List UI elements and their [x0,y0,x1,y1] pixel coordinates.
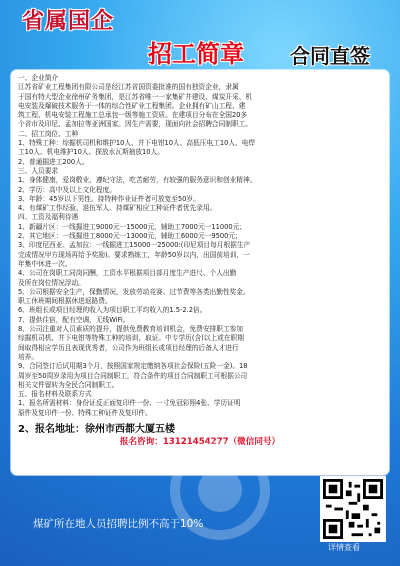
content-card [11,70,389,475]
title-recruitment-brochure: 招工简章 [148,40,244,68]
content-line: 于国有特大型企业徐州矿务集团，是江苏省唯一一家集矿井建设、煤炭开采、机 [18,92,253,101]
qr-icon [323,479,383,539]
content-text [11,70,389,422]
content-line: 1、新疆片区：一线掘进工9000元一15000元，辅助工7000元一11000元； [18,222,246,231]
content-line: 7、提供住宿，配有空调，无线WiFi。 [18,315,130,324]
content-line: 电安装及爆破技术服务于一体的综合性矿业工程集团。企业拥有矿山工程、建 [18,101,246,110]
content-line: 三、人员要求 [18,166,59,175]
content-line: 1、特殊工种：综掘机司机和维护10人、井下电钳10人、高低压电工10人、电焊 [18,139,256,148]
content-line: 1、身体健康，爱岗敬业，遵纪守法，吃苦耐劳，有较强的服务意识和创业精神。 [18,176,257,185]
content-line: 间取得相应学历且表现优秀者，公司作为班组长或项目经理的后备人才进行 [18,343,239,352]
content-line: 周岁至50周岁录用为项目合同制职工，符合条件的项目合同制职工可根据公司 [18,371,248,380]
qr-caption: 详情查看 [328,543,360,552]
registration-address: 2、报名地址：徐州市西都大厦五楼 [18,423,175,435]
content-line: 4、有煤矿工作经验、退伍军人、持煤矿相应工种证件者优先录用。 [18,204,217,213]
content-line: 职工休班期间根据休进返路费。 [18,297,112,306]
content-line: 2、学历：高中及以上文化程度。 [18,185,116,194]
content-line: 个省市及印尼、孟加拉等亚洲国家。因生产需要，现面向社会招聘合同制职工。 [18,120,253,129]
content-line: 年集中休进一次。 [18,259,72,268]
content-line: 6、班组长或项目经理的收入为项目职工平均收入的1.5-2.2倍。 [18,306,207,315]
content-line: 综掘机司机、井下电钳等特殊工种的培训，取证。中专学历(含)以上或在职期 [18,334,244,343]
content-line: 二、招工岗位、工种 [18,129,79,138]
title-provincial-soe: 省属国企 [22,9,115,34]
title-direct-contract: 合同直签 [290,44,370,68]
contact-phone: 报名咨询：13121454277（微信同号） [119,436,281,447]
content-line: 相关文件留转为全民合同制职工。 [18,380,119,389]
footer-note: 煤矿所在地人员招聘比例不高于10% [33,518,204,530]
content-line: 一、企业简介 [18,74,59,82]
content-line: 四、工资及福利待遇 [18,213,79,222]
content-line: 1、报名所需材料：身份证反正面复印件一份、一寸免冠彩照4张、学历证明 [18,399,241,408]
content-line: 原件及复印件一份、特殊工种证件及复印件。 [18,408,152,417]
content-line: 江苏省矿业工程集团有限公司是经江苏省国资委批准的国有独资企业，隶属 [18,83,239,92]
watermark-decoration [150,430,290,550]
content-line: 完成情况甲方现场再给予奖励)。要求熟练工，年龄50岁以内，出国前培训，一 [18,250,250,259]
poster-header [0,0,400,68]
content-line: 3、印度尼西亚、孟加拉：一线掘进工15000一25000:(印尼项目每月根据生产 [18,241,251,250]
content-line: 9、合同签订后试用期3个月，按照国家规定缴纳各项社会保险(五险一金)。18 [18,362,248,371]
content-line: 8、公司注重对人员素质的提升，提供免费教育培训机会，免费安排职工参加 [18,325,243,334]
content-line: 筑工程、机电安装工程施工总承包一级等施工资质。在建项目分布在全国20多 [18,111,248,120]
content-line: 3、年龄：45岁以下男性。持特种作业证件者可放宽至50岁。 [18,194,200,203]
content-line: 工10人、机电维护10人、探放水瓦斯抽放10人。 [18,148,164,157]
content-line: 4、公司在岗职工同岗同酬，工资水平根据项目部月度生产进尺、个人出勤 [18,269,237,278]
content-line: 及所在岗位情况浮动。 [18,278,85,287]
content-line: 五、报名材料及联系方式 [18,390,92,399]
content-line: 2、其它地区：一线掘进工8000元一13000元，辅助工6000元一9500元； [18,232,242,241]
content-line: 2、普通掘进工200人。 [18,157,89,166]
content-line: 培养。 [18,352,39,361]
qr-code[interactable] [320,476,386,542]
content-line: 5、公司根据安全生产，保勤情况，发放劳动竞赛、过节费等各类出勤性奖金。 [18,287,250,296]
